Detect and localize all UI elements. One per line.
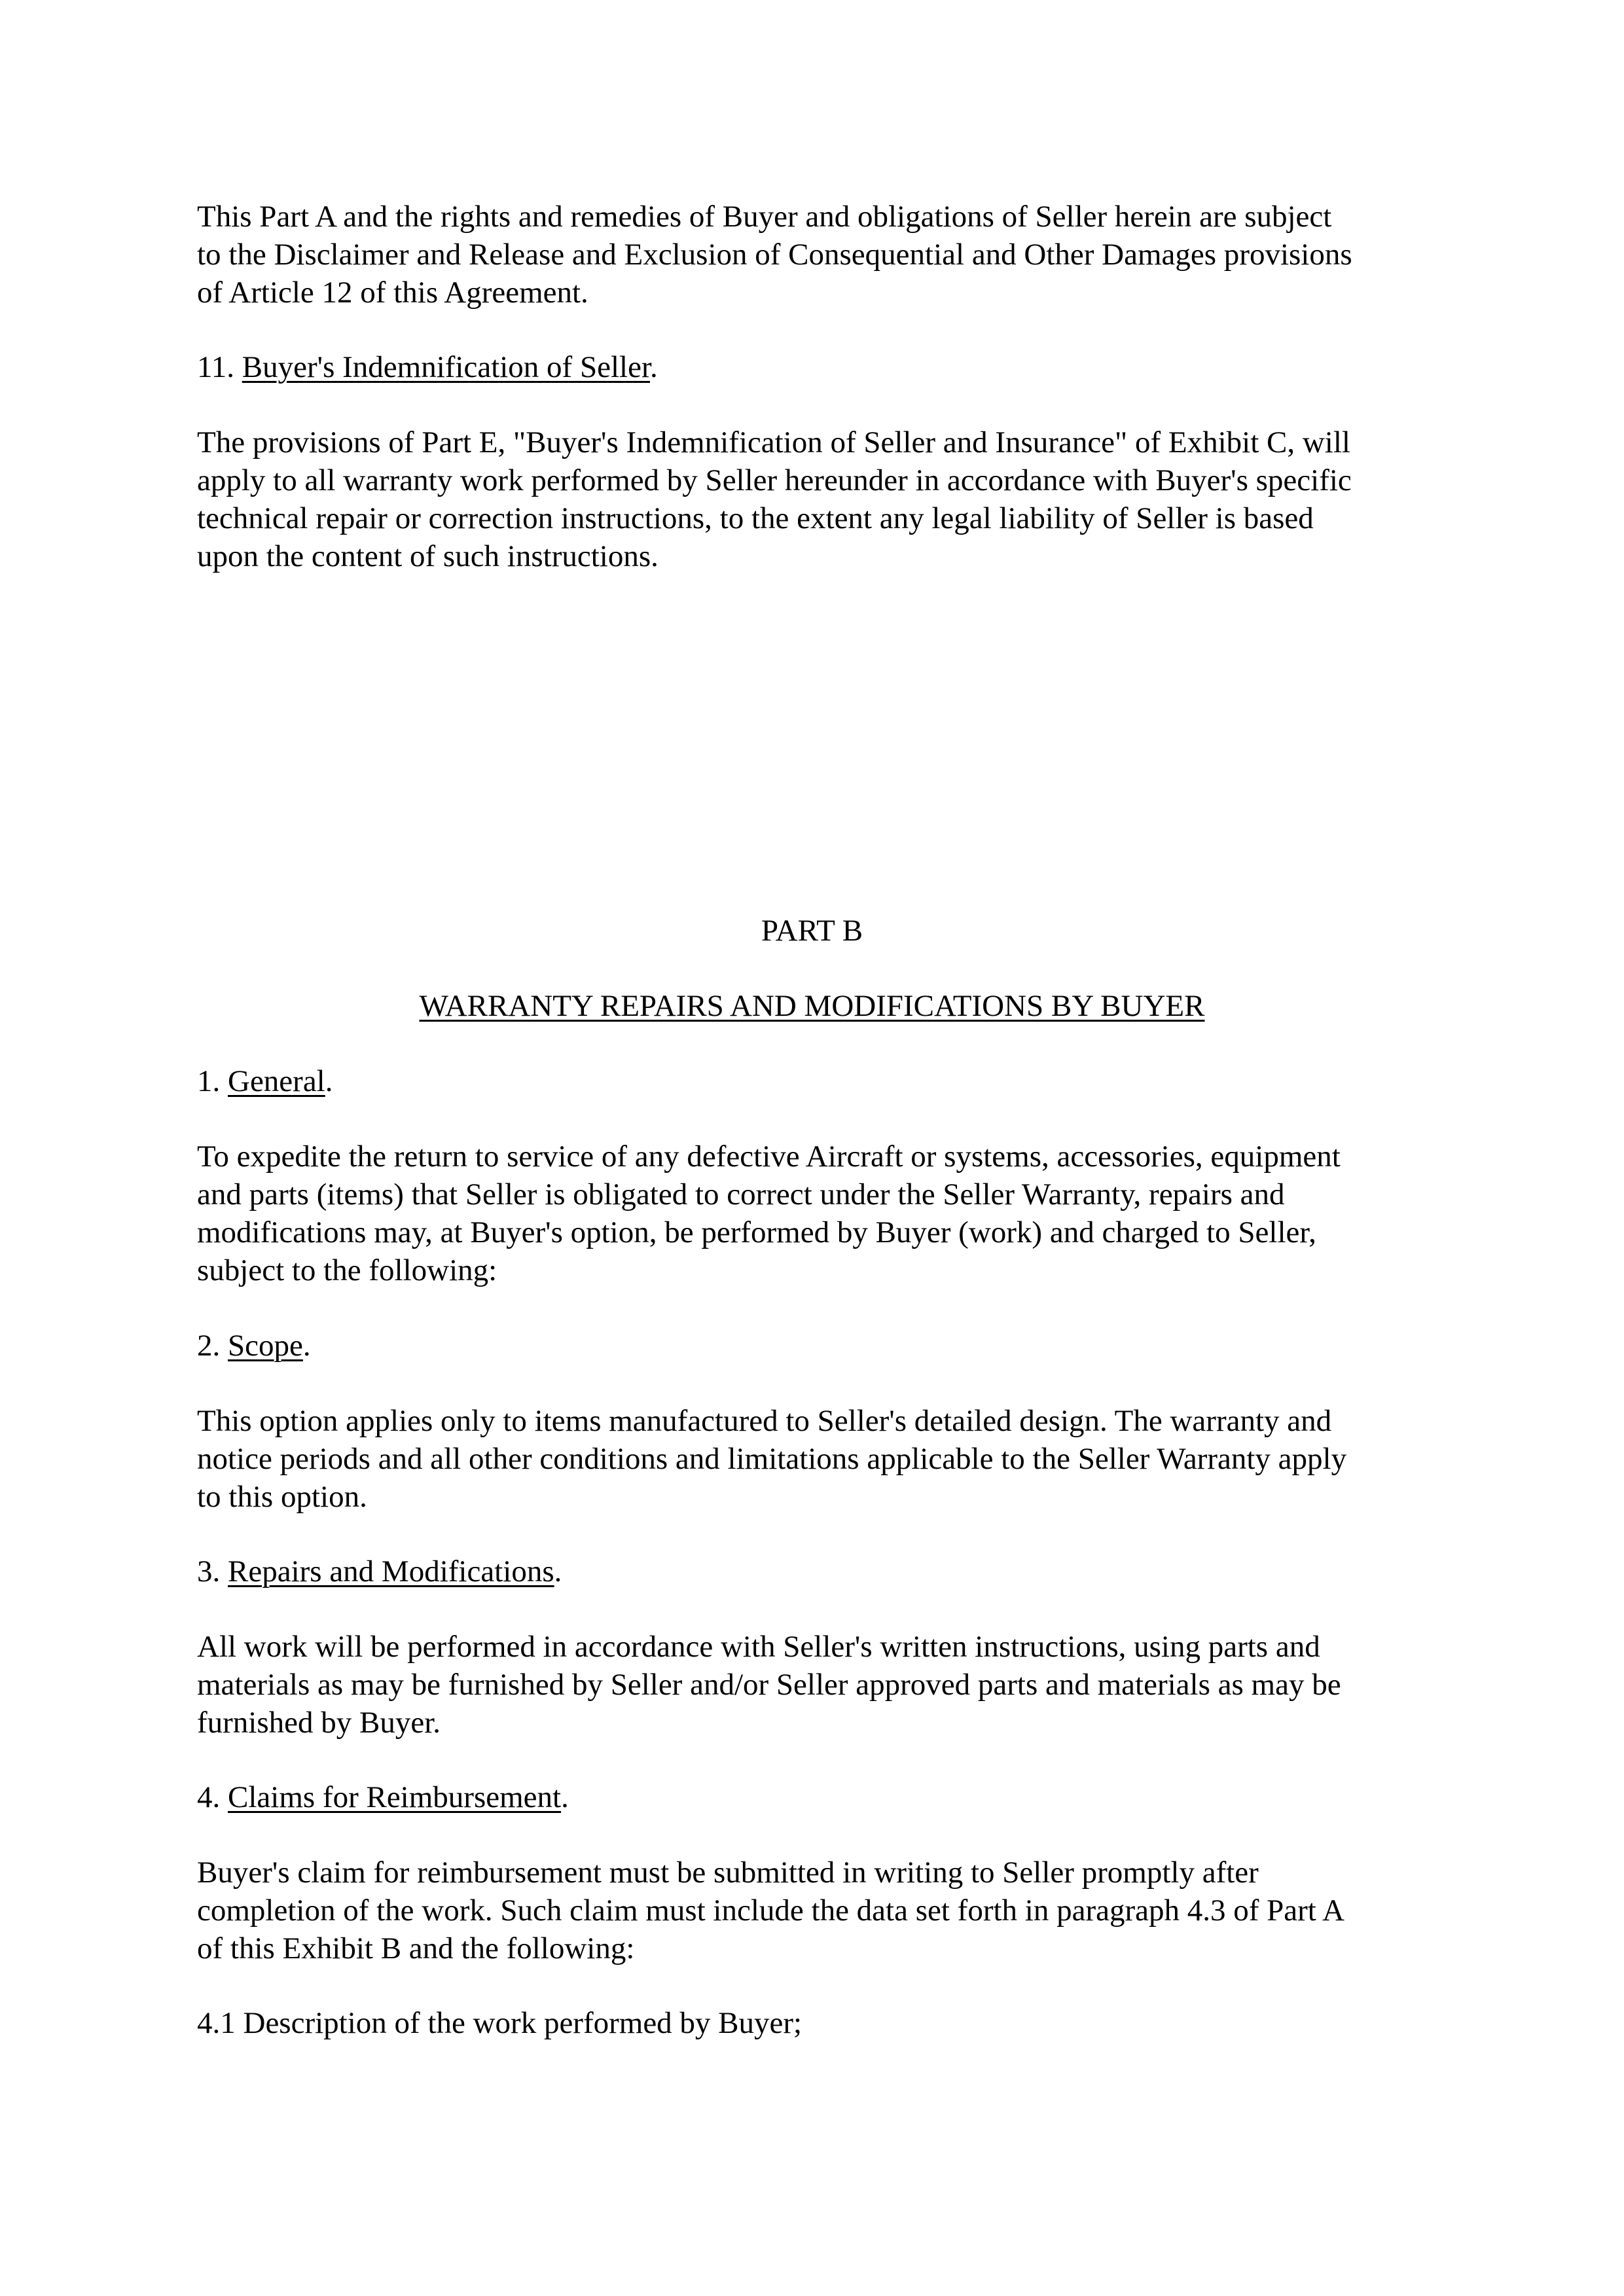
section-number: 11. xyxy=(197,350,242,384)
text-line: Buyer's claim for reimbursement must be submitted in writing to Seller promptly after xyxy=(197,1856,1259,1890)
section-4-1-item xyxy=(197,2004,1441,2042)
part-b-title-text: WARRANTY REPAIRS AND MODIFICATIONS BY BUYER xyxy=(419,989,1205,1023)
section-punct: . xyxy=(650,350,658,384)
text-line: upon the content of such instructions. xyxy=(197,539,659,573)
section-number: 3. xyxy=(197,1554,228,1588)
text-line: To expedite the return to service of any defective Aircraft or systems, accessories, equipment xyxy=(197,1139,1341,1174)
text-line: materials as may be furnished by Seller and/or Seller approved parts and materials as may be xyxy=(197,1668,1341,1702)
section-title: Repairs and Modifications xyxy=(228,1554,554,1588)
section-2-paragraph xyxy=(197,1402,1441,1516)
section-2-heading xyxy=(197,1327,1441,1365)
text-line: to the Disclaimer and Release and Exclusion of Consequential and Other Damages provisions xyxy=(197,238,1352,272)
section-4-paragraph xyxy=(197,1854,1441,1967)
text-line: modifications may, at Buyer's option, be performed by Buyer (work) and charged to Seller, xyxy=(197,1215,1316,1249)
text-line: and parts (items) that Seller is obligated to correct under the Seller Warranty, repairs and xyxy=(197,1177,1285,1211)
section-3-paragraph xyxy=(197,1628,1441,1742)
section-punct: . xyxy=(302,1329,311,1363)
text-line: This option applies only to items manufactured to Seller's detailed design. The warranty and xyxy=(197,1404,1332,1438)
section-3-heading xyxy=(197,1552,1441,1590)
text-line: 4.1 Description of the work performed by Buyer; xyxy=(197,2006,803,2040)
part-b-label: PART B xyxy=(761,914,863,948)
section-number: 4. xyxy=(197,1780,228,1814)
text-line: of this Exhibit B and the following: xyxy=(197,1931,635,1965)
section-title: Buyer's Indemnification of Seller xyxy=(242,350,650,384)
text-line: to this option. xyxy=(197,1480,367,1514)
section-4-heading xyxy=(197,1778,1441,1816)
text-line: The provisions of Part E, "Buyer's Indemnification of Seller and Insurance" of Exhibit C, will xyxy=(197,425,1350,459)
section-number: 2. xyxy=(197,1329,228,1363)
text-line: This Part A and the rights and remedies of Buyer and obligations of Seller herein are subject xyxy=(197,200,1332,234)
section-title: General xyxy=(228,1064,325,1098)
part-a-closing-paragraph xyxy=(197,198,1441,312)
text-line: furnished by Buyer. xyxy=(197,1706,441,1740)
section-title: Claims for Reimbursement xyxy=(228,1780,562,1814)
text-line: notice periods and all other conditions and limitations applicable to the Seller Warranty apply xyxy=(197,1442,1347,1476)
section-11-paragraph xyxy=(197,423,1441,575)
section-punct: . xyxy=(554,1554,562,1588)
text-line: All work will be performed in accordance with Seller's written instructions, using parts and xyxy=(197,1630,1320,1664)
section-1-paragraph xyxy=(197,1138,1441,1289)
section-1-heading xyxy=(197,1062,1441,1100)
text-line: completion of the work. Such claim must include the data set forth in paragraph 4.3 of Part A xyxy=(197,1893,1344,1928)
text-line: of Article 12 of this Agreement. xyxy=(197,276,588,310)
text-line: apply to all warranty work performed by Seller hereunder in accordance with Buyer's specific xyxy=(197,463,1352,497)
section-number: 1. xyxy=(197,1064,228,1098)
text-line: technical repair or correction instructions, to the extent any legal liability of Seller is based xyxy=(197,501,1314,535)
section-11-heading xyxy=(197,348,1441,386)
text-line: subject to the following: xyxy=(197,1253,497,1287)
section-title: Scope xyxy=(228,1329,303,1363)
part-b-title xyxy=(0,987,1624,1025)
section-punct: . xyxy=(561,1780,569,1814)
section-punct: . xyxy=(325,1064,333,1098)
